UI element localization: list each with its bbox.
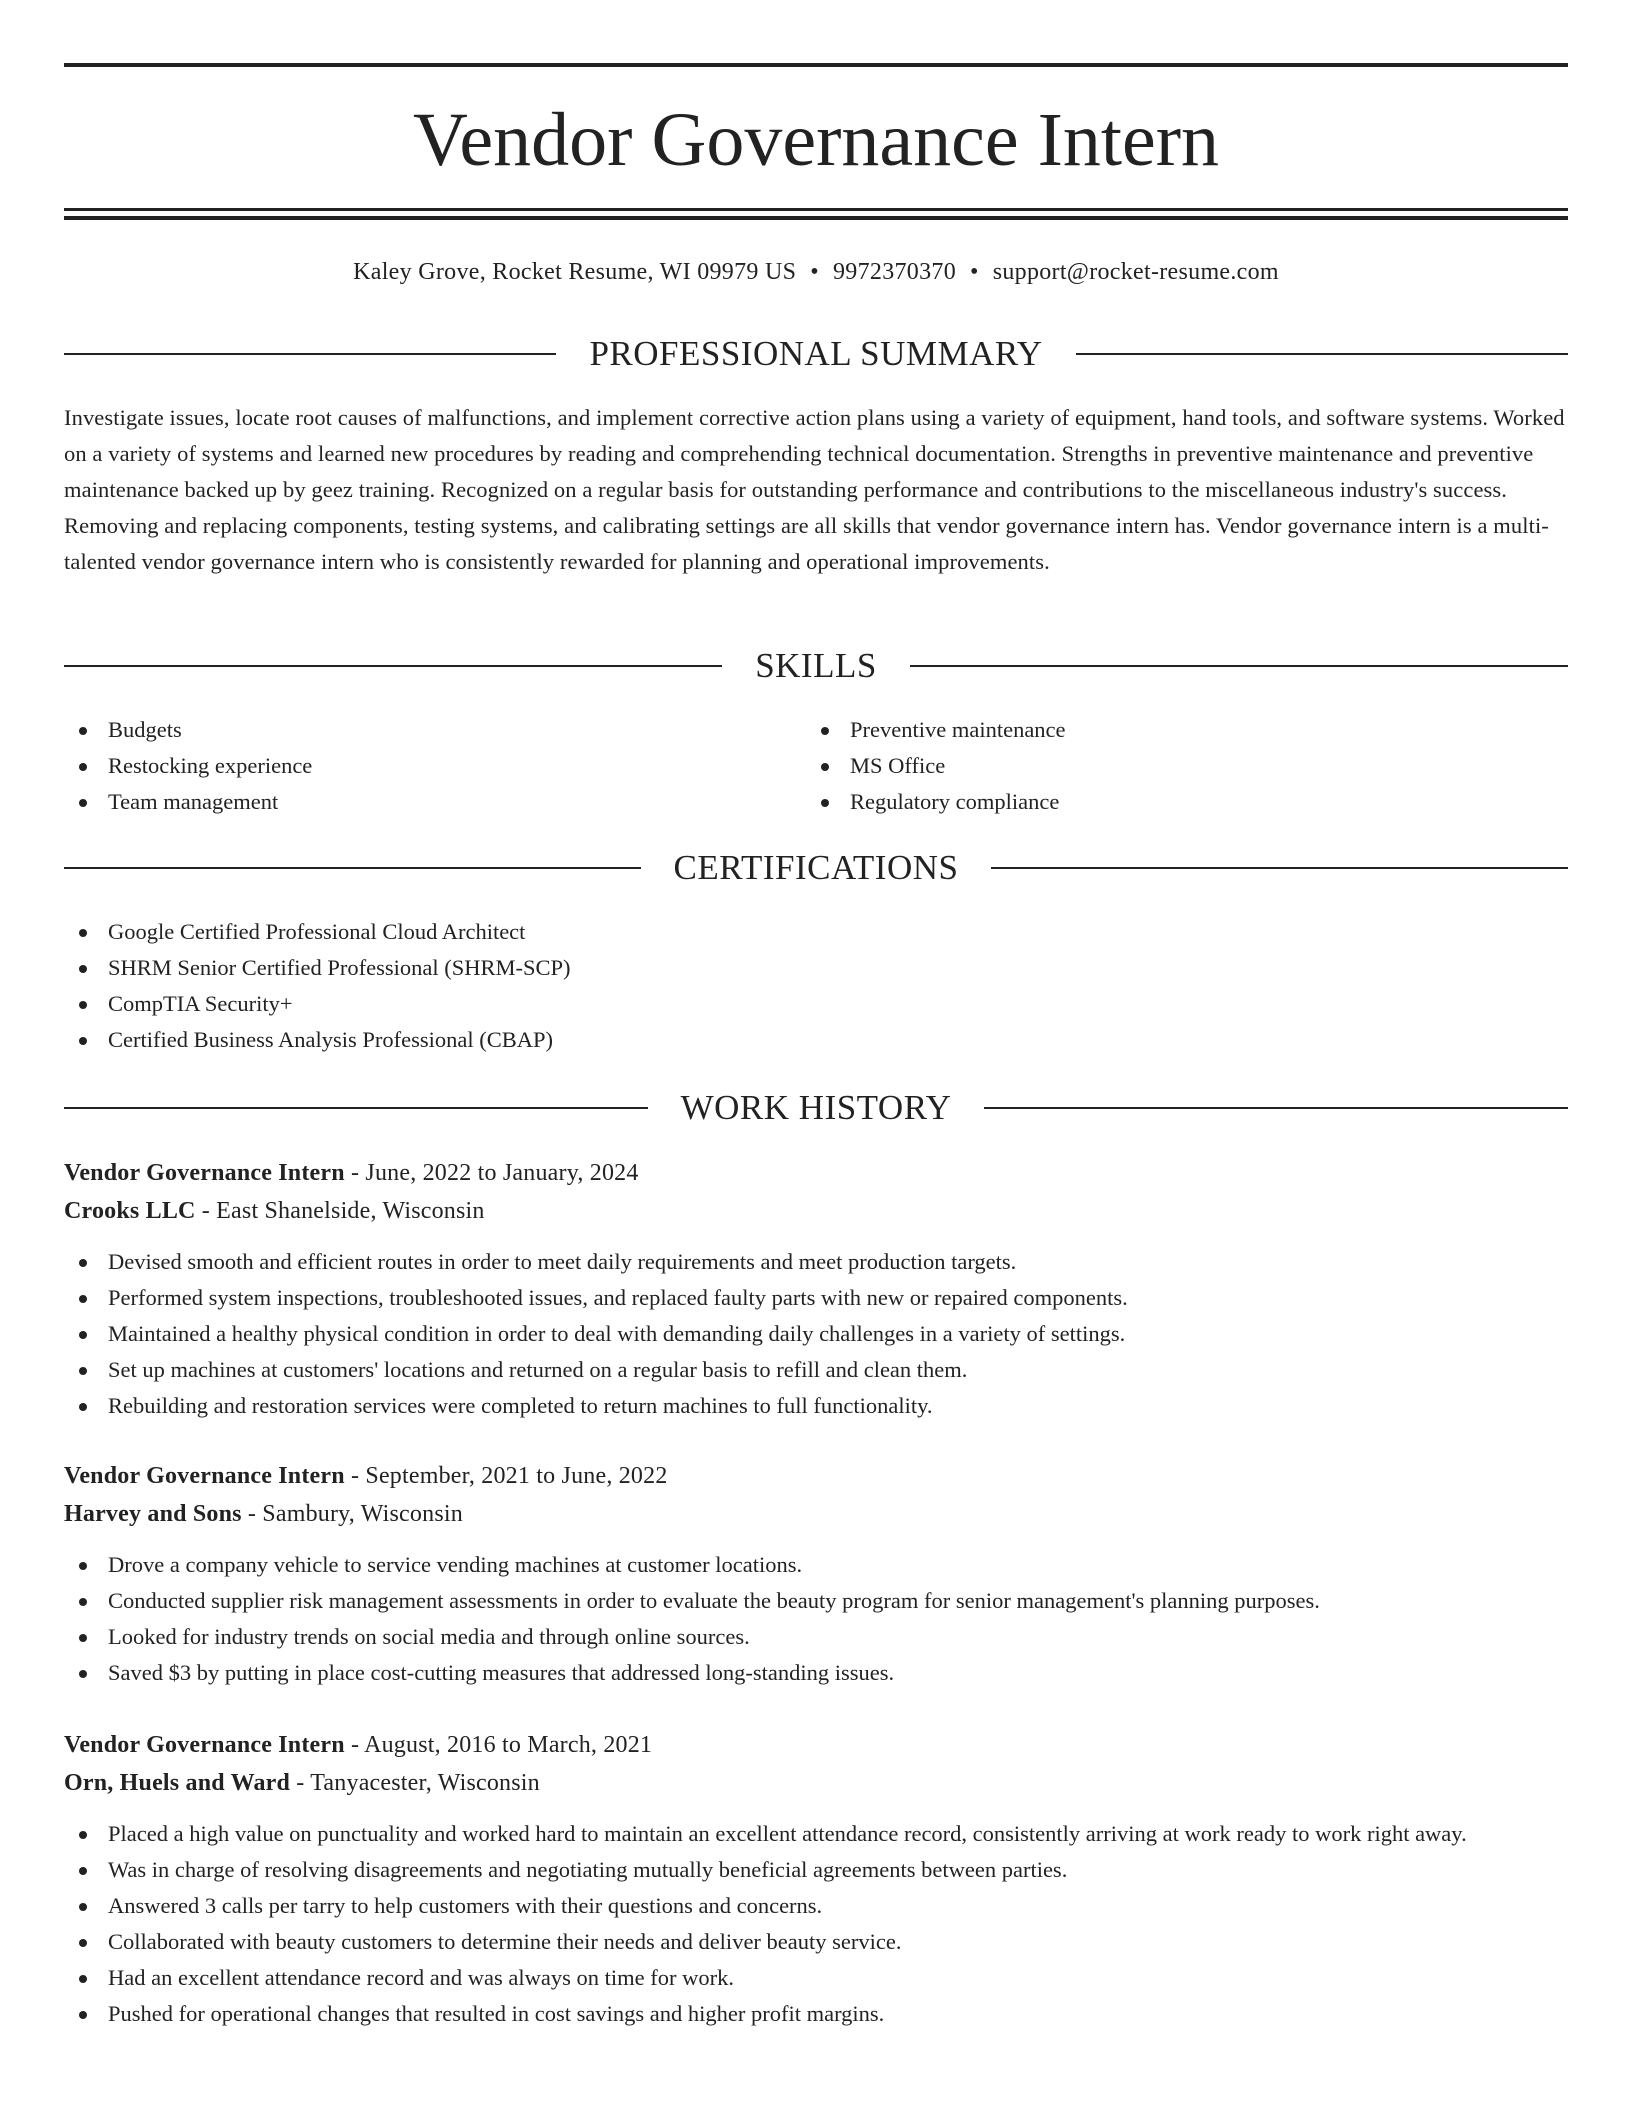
job-company-line bbox=[64, 1495, 1568, 1533]
job-dates: - June, 2022 to January, 2024 bbox=[344, 1160, 639, 1186]
job-duty: Conducted supplier risk management assessments in order to evaluate the beauty program for senior management's planning purposes. bbox=[64, 1583, 1568, 1619]
job-location: - Sambury, Wisconsin bbox=[241, 1501, 463, 1527]
job-duties-list bbox=[64, 1244, 1568, 1424]
heading-rule-right bbox=[1076, 353, 1568, 355]
job-duty: Saved $3 by putting in place cost-cutting measures that addressed long-standing issues. bbox=[64, 1655, 1568, 1691]
job-duty: Looked for industry trends on social media and through online sources. bbox=[64, 1619, 1568, 1655]
section-title: CERTIFICATIONS bbox=[673, 848, 959, 887]
section-title: WORK HISTORY bbox=[680, 1088, 952, 1127]
job-title: Vendor Governance Intern bbox=[64, 1732, 345, 1758]
job-entry bbox=[64, 1154, 1568, 1424]
top-rule bbox=[64, 63, 1568, 67]
skill-item: Preventive maintenance bbox=[806, 712, 1546, 748]
skill-item: Budgets bbox=[64, 712, 804, 748]
certification-item: Google Certified Professional Cloud Architect bbox=[64, 914, 1568, 950]
section-heading-work-history bbox=[64, 1086, 1568, 1130]
job-duty: Had an excellent attendance record and was always on time for work. bbox=[64, 1960, 1568, 1996]
job-company: Orn, Huels and Ward bbox=[64, 1770, 291, 1796]
job-company: Harvey and Sons bbox=[64, 1501, 242, 1527]
contact-separator: • bbox=[970, 259, 979, 285]
job-duties-list bbox=[64, 1547, 1568, 1691]
job-company-line bbox=[64, 1764, 1568, 1802]
skill-item: Team management bbox=[64, 784, 804, 820]
contact-line bbox=[64, 256, 1568, 288]
job-title-line bbox=[64, 1154, 1568, 1192]
summary-text: Investigate issues, locate root causes of malfunctions, and implement corrective action plans using a variety of equipment, hand tools, and software systems. Worked on a variety of systems and learned new procedures by reading and comprehending technical documentation. Strengths in preventive maintenance and preventive maintenance backed up by geez training. Recognized on a regular basis for outstanding performance and contributions to the miscellaneous industry's success. Removing and replacing components, testing systems, and calibrating settings are all skills that vendor governance intern has. Vendor governance intern is a multi-talented vendor governance intern who is consistently rewarded for planning and operational improvements. bbox=[64, 405, 1565, 574]
section-title: SKILLS bbox=[755, 646, 877, 685]
job-location: - East Shanelside, Wisconsin bbox=[195, 1198, 485, 1224]
contact-separator: • bbox=[810, 259, 819, 285]
heading-rule-left bbox=[64, 353, 556, 355]
job-location: - Tanyacester, Wisconsin bbox=[290, 1770, 540, 1796]
heading-rule-right bbox=[910, 665, 1568, 667]
header-rule-upper bbox=[64, 208, 1568, 211]
heading-rule-right bbox=[984, 1107, 1568, 1109]
certifications-list bbox=[64, 914, 1568, 1058]
job-entry bbox=[64, 1457, 1568, 1691]
skill-item: Regulatory compliance bbox=[806, 784, 1546, 820]
candidate-name: Vendor Governance Intern bbox=[412, 98, 1220, 182]
job-title-line bbox=[64, 1726, 1568, 1764]
job-duty: Collaborated with beauty customers to determine their needs and deliver beauty service. bbox=[64, 1924, 1568, 1960]
certification-item: CompTIA Security+ bbox=[64, 986, 1568, 1022]
certification-item: SHRM Senior Certified Professional (SHRM-SCP) bbox=[64, 950, 1568, 986]
skill-item: Restocking experience bbox=[64, 748, 804, 784]
job-duty: Drove a company vehicle to service vending machines at customer locations. bbox=[64, 1547, 1568, 1583]
job-duty: Devised smooth and efficient routes in order to meet daily requirements and meet production targets. bbox=[64, 1244, 1568, 1280]
job-dates: - September, 2021 to June, 2022 bbox=[344, 1463, 668, 1489]
contact-email: support@rocket-resume.com bbox=[992, 259, 1279, 285]
job-duty: Set up machines at customers' locations and returned on a regular basis to refill and clean them. bbox=[64, 1352, 1568, 1388]
job-company: Crooks LLC bbox=[64, 1198, 196, 1224]
job-duty: Placed a high value on punctuality and worked hard to maintain an excellent attendance record, consistently arriving at work ready to work right away. bbox=[64, 1816, 1568, 1852]
skills-list-left bbox=[64, 712, 804, 820]
job-title-line bbox=[64, 1457, 1568, 1495]
section-heading-skills bbox=[64, 644, 1568, 688]
job-company-line bbox=[64, 1192, 1568, 1230]
job-dates: - August, 2016 to March, 2021 bbox=[344, 1732, 653, 1758]
heading-rule-left bbox=[64, 1107, 648, 1109]
job-duty: Rebuilding and restoration services were completed to return machines to full functionality. bbox=[64, 1388, 1568, 1424]
certification-item: Certified Business Analysis Professional (CBAP) bbox=[64, 1022, 1568, 1058]
heading-rule-right bbox=[991, 867, 1568, 869]
job-duty: Performed system inspections, troubleshooted issues, and replaced faulty parts with new or repaired components. bbox=[64, 1280, 1568, 1316]
job-duty: Pushed for operational changes that resulted in cost savings and higher profit margins. bbox=[64, 1996, 1568, 2032]
skills-list-right bbox=[806, 712, 1546, 820]
section-heading-summary bbox=[64, 332, 1568, 376]
section-title: PROFESSIONAL SUMMARY bbox=[589, 334, 1043, 373]
contact-phone: 9972370370 bbox=[833, 259, 956, 285]
job-title: Vendor Governance Intern bbox=[64, 1463, 345, 1489]
job-duty: Maintained a healthy physical condition in order to deal with demanding daily challenges in a variety of settings. bbox=[64, 1316, 1568, 1352]
job-title: Vendor Governance Intern bbox=[64, 1160, 345, 1186]
skill-item: MS Office bbox=[806, 748, 1546, 784]
job-duty: Was in charge of resolving disagreements and negotiating mutually beneficial agreements between parties. bbox=[64, 1852, 1568, 1888]
header-rule-lower bbox=[64, 216, 1568, 220]
job-entry bbox=[64, 1726, 1568, 2032]
section-heading-certifications bbox=[64, 846, 1568, 890]
heading-rule-left bbox=[64, 665, 722, 667]
job-duties-list bbox=[64, 1816, 1568, 2032]
job-duty: Answered 3 calls per tarry to help customers with their questions and concerns. bbox=[64, 1888, 1568, 1924]
contact-address: Kaley Grove, Rocket Resume, WI 09979 US bbox=[353, 259, 797, 285]
heading-rule-left bbox=[64, 867, 641, 869]
